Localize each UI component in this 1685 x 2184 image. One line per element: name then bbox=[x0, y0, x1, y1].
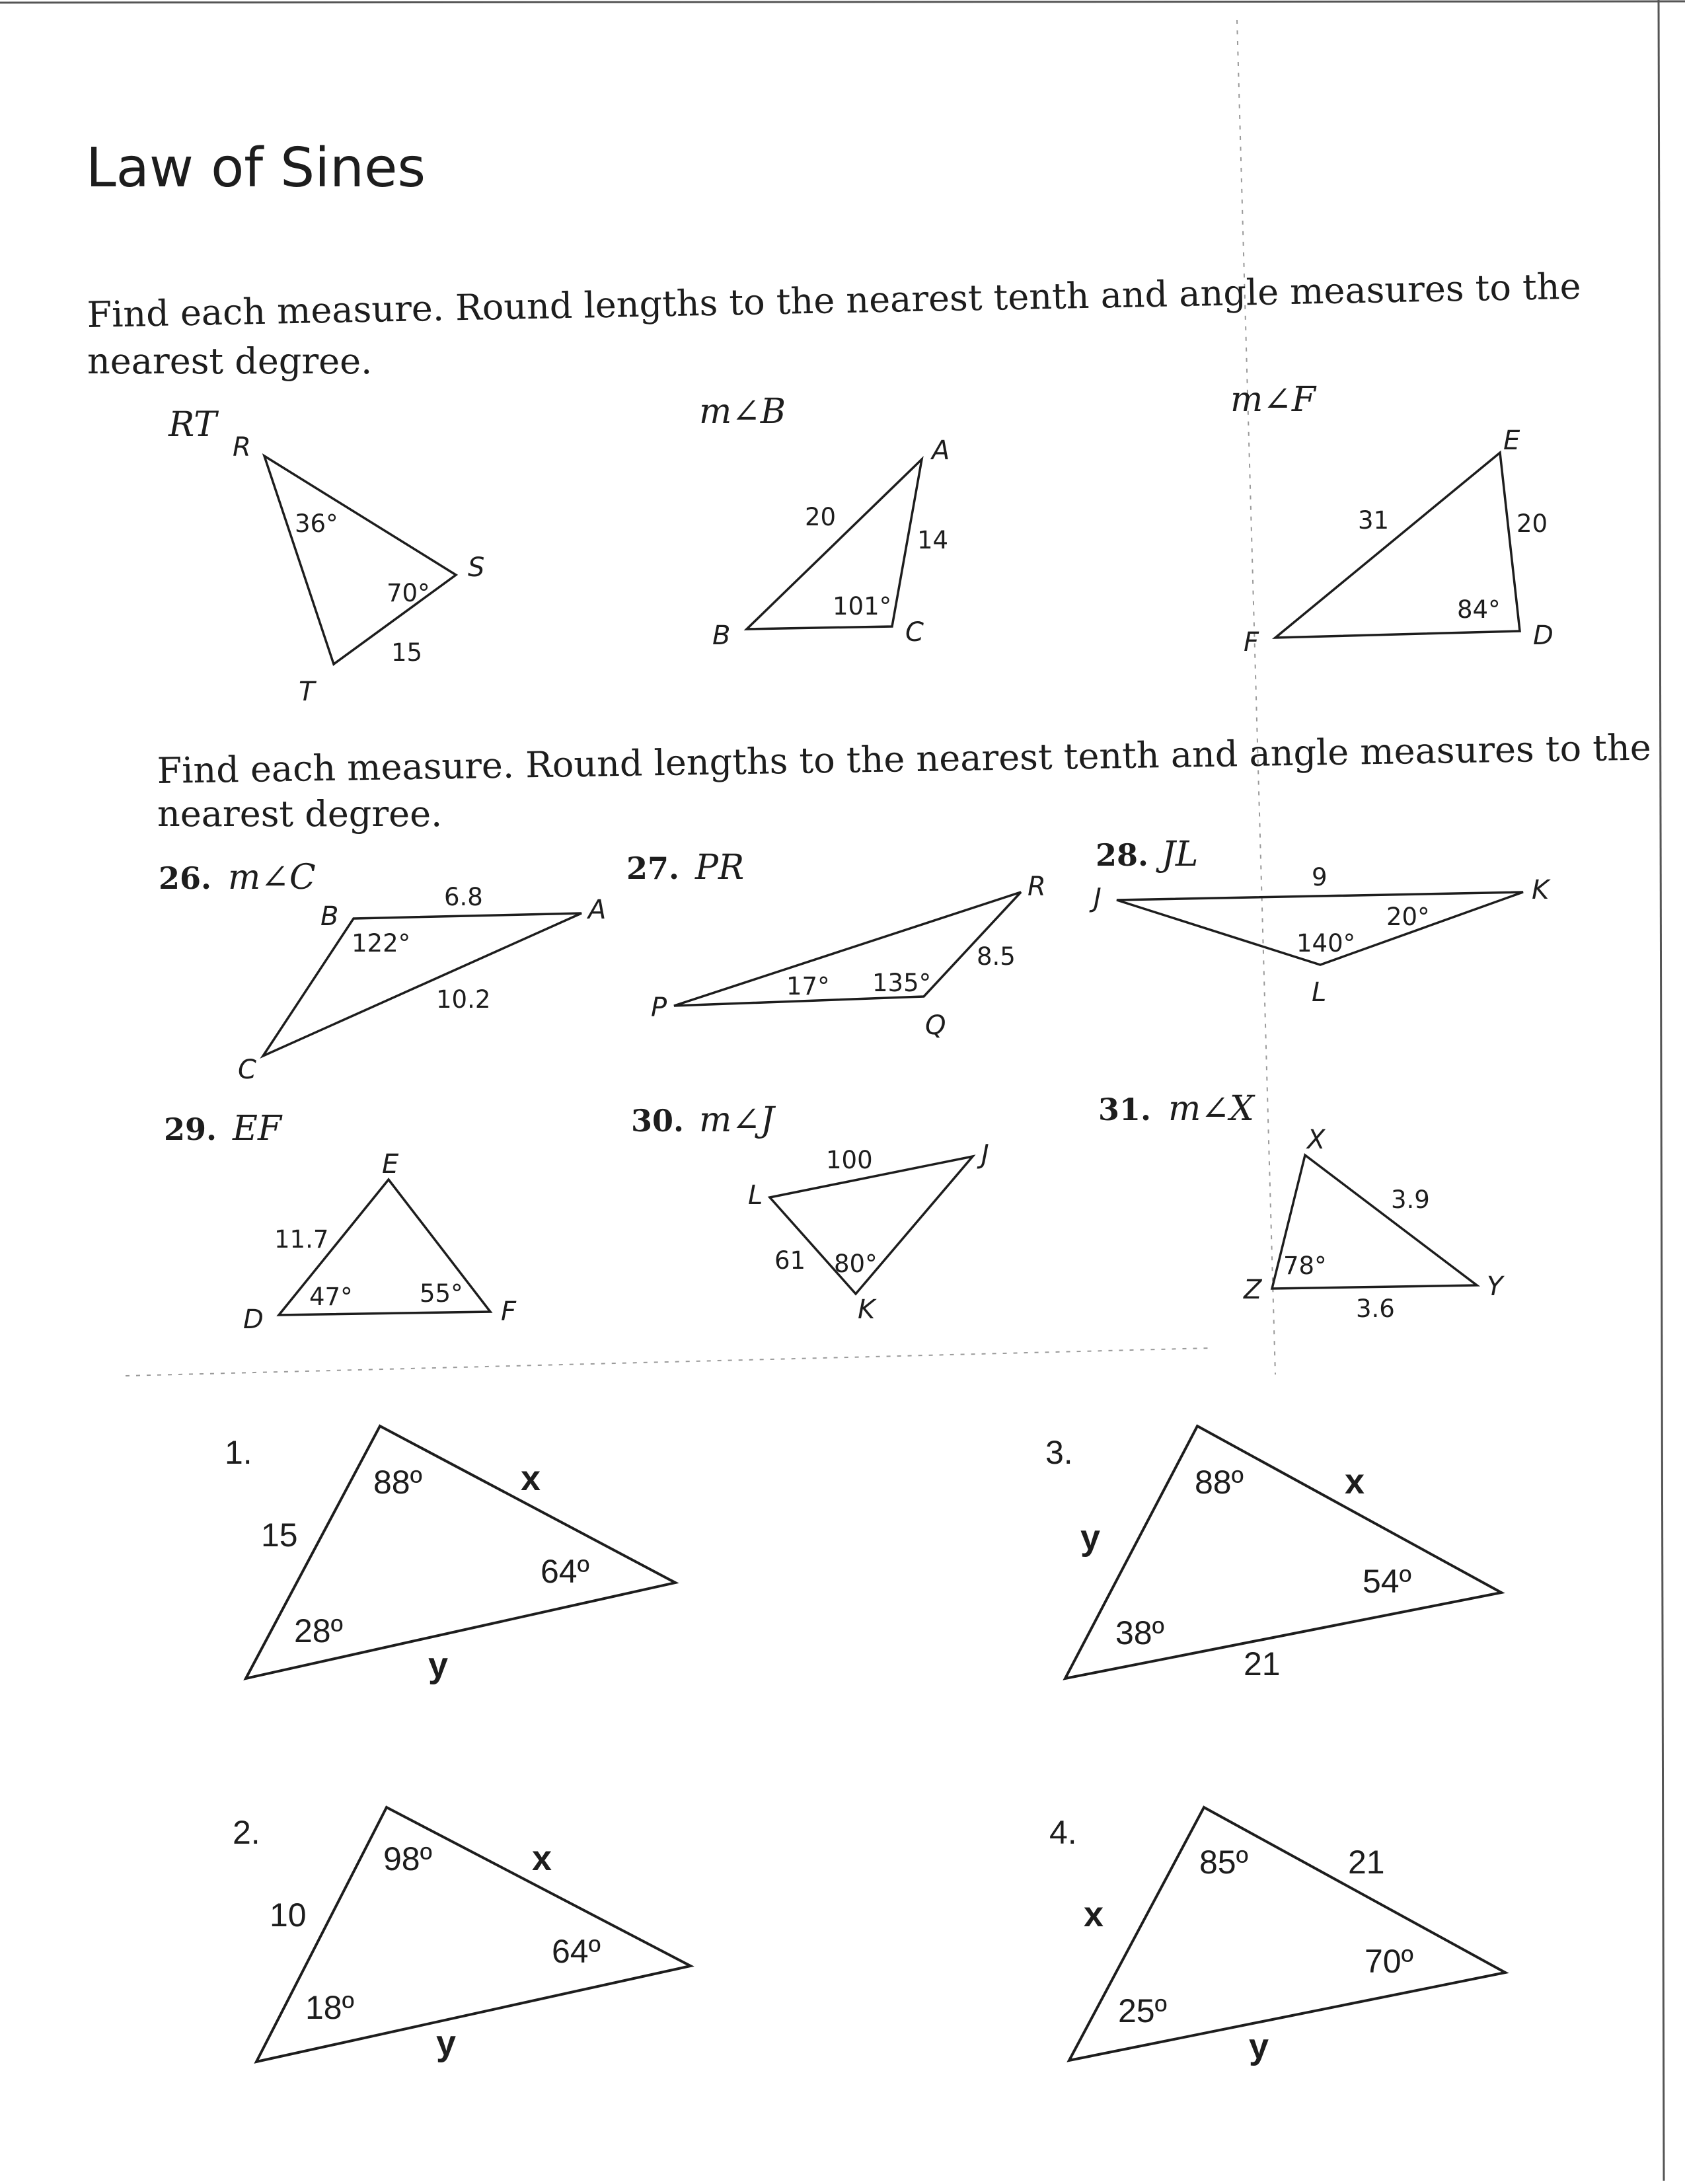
problem-29 bbox=[164, 1109, 517, 1335]
left-side-measure: 15 bbox=[261, 1517, 298, 1554]
top-angle-measure: 85º bbox=[1199, 1844, 1248, 1881]
problem-label: m∠C bbox=[228, 858, 316, 897]
bottom-side-unknown: y bbox=[1249, 2027, 1269, 2066]
problem-number: 28. bbox=[1096, 837, 1149, 873]
vertex-a: A bbox=[932, 435, 950, 466]
vertex-k: K bbox=[858, 1295, 876, 1325]
side-qr-measure: 8.5 bbox=[977, 942, 1016, 971]
scan-cut-line bbox=[126, 1348, 1209, 1376]
angle-r-measure: 36° bbox=[295, 509, 338, 538]
problem-number: 1. bbox=[225, 1434, 252, 1471]
angle-z-measure: 78° bbox=[1283, 1252, 1327, 1280]
vertex-t: T bbox=[299, 677, 315, 707]
left-angle-measure: 18º bbox=[305, 1989, 354, 2026]
vertex-c: C bbox=[238, 1055, 256, 1085]
angle-l-measure: 140° bbox=[1296, 929, 1356, 958]
angle-f-measure: 55° bbox=[420, 1279, 463, 1308]
side-de-measure: 11.7 bbox=[274, 1225, 329, 1254]
vertex-b: B bbox=[712, 621, 731, 651]
left-side-unknown: x bbox=[1084, 1895, 1104, 1934]
scan-fold-line bbox=[1237, 20, 1275, 1374]
problem-number: 4. bbox=[1049, 1814, 1077, 1851]
problem-31 bbox=[1098, 1089, 1505, 1323]
problem-1 bbox=[225, 1426, 675, 1685]
angle-k-measure: 80° bbox=[834, 1250, 878, 1278]
problem-number: 26. bbox=[159, 860, 212, 896]
right-angle-measure: 64º bbox=[541, 1553, 589, 1590]
side-ab-measure: 6.8 bbox=[444, 883, 483, 911]
problem-label: m∠J bbox=[699, 1100, 774, 1140]
left-angle-measure: 38º bbox=[1115, 1614, 1164, 1651]
right-angle-measure: 64º bbox=[552, 1933, 601, 1970]
vertex-q: Q bbox=[925, 1010, 946, 1041]
vertex-e: E bbox=[1503, 426, 1520, 456]
vertex-c: C bbox=[905, 617, 924, 648]
side-zy-measure: 3.6 bbox=[1356, 1295, 1395, 1323]
left-angle-measure: 28º bbox=[294, 1612, 343, 1649]
side-lk-measure: 61 bbox=[774, 1246, 806, 1275]
triangle-abc bbox=[263, 913, 581, 1056]
section2-instructions-line2: nearest degree. bbox=[157, 793, 443, 835]
vertex-e: E bbox=[382, 1149, 399, 1180]
section2-instructions-line1: Find each measure. Round lengths to the nearest tenth and angle measures to the bbox=[157, 726, 1652, 792]
angle-k-measure: 20° bbox=[1386, 903, 1430, 931]
top-angle-measure: 98º bbox=[383, 1840, 432, 1877]
angle-b-measure: 122° bbox=[352, 929, 411, 958]
vertex-a: A bbox=[588, 895, 607, 925]
problem-30 bbox=[631, 1100, 989, 1325]
problem-number: 3. bbox=[1045, 1434, 1073, 1471]
side-ac-measure: 10.2 bbox=[436, 985, 491, 1014]
problem-number: 27. bbox=[626, 850, 680, 886]
angle-p-measure: 17° bbox=[786, 972, 830, 1000]
side-st-measure: 15 bbox=[391, 638, 423, 667]
angle-q-measure: 135° bbox=[872, 969, 932, 997]
left-side-unknown: y bbox=[1080, 1518, 1101, 1558]
top-angle-measure: 88º bbox=[373, 1464, 422, 1501]
angle-d-measure: 84° bbox=[1457, 595, 1501, 624]
side-lj-measure: 100 bbox=[826, 1146, 873, 1174]
right-side-unknown: x bbox=[532, 1838, 552, 1878]
side-jk-measure: 9 bbox=[1312, 863, 1328, 891]
angle-d-measure: 47° bbox=[309, 1283, 353, 1311]
bottom-side-unknown: y bbox=[436, 2023, 457, 2063]
vertex-z: Z bbox=[1244, 1275, 1262, 1305]
top-angle-measure: 88º bbox=[1195, 1464, 1244, 1501]
vertex-l: L bbox=[1312, 977, 1327, 1008]
problem-number: 31. bbox=[1098, 1092, 1152, 1127]
scan-top-edge bbox=[0, 1, 1685, 3]
problem-label: RT bbox=[168, 405, 217, 445]
problem-number: 2. bbox=[233, 1814, 260, 1851]
vertex-j: J bbox=[1094, 883, 1102, 913]
side-xy-measure: 3.9 bbox=[1391, 1186, 1430, 1214]
problem-number: 30. bbox=[631, 1103, 685, 1139]
problem-26 bbox=[159, 858, 606, 1085]
bottom-side-unknown: y bbox=[428, 1645, 449, 1685]
vertex-b: B bbox=[320, 901, 339, 932]
left-angle-measure: 25º bbox=[1118, 1992, 1167, 2029]
vertex-j: J bbox=[981, 1139, 989, 1170]
problem-label: m∠X bbox=[1168, 1089, 1254, 1129]
problem-label: PR bbox=[695, 848, 745, 887]
vertex-x: X bbox=[1307, 1125, 1326, 1155]
problem-2 bbox=[233, 1807, 691, 2063]
vertex-k: K bbox=[1532, 875, 1550, 905]
problem-label: EF bbox=[233, 1109, 282, 1148]
side-ab-measure: 20 bbox=[805, 503, 837, 531]
vertex-l: L bbox=[748, 1180, 763, 1211]
right-angle-measure: 70º bbox=[1365, 1943, 1413, 1980]
problem-label: m∠B bbox=[699, 392, 786, 432]
angle-c-measure: 101° bbox=[833, 592, 892, 621]
problem-number: 29. bbox=[164, 1111, 217, 1147]
right-side-unknown: x bbox=[1345, 1462, 1365, 1501]
left-side-measure: 10 bbox=[270, 1897, 307, 1934]
vertex-r: R bbox=[233, 432, 251, 463]
section1-instructions-line2: nearest degree. bbox=[87, 340, 373, 382]
problem-label: JL bbox=[1162, 835, 1199, 874]
right-side-measure: 21 bbox=[1348, 1844, 1385, 1881]
side-ef-measure: 31 bbox=[1358, 506, 1390, 535]
vertex-y: Y bbox=[1487, 1271, 1503, 1302]
vertex-p: P bbox=[651, 993, 667, 1023]
vertex-r: R bbox=[1028, 872, 1046, 902]
side-ed-measure: 20 bbox=[1516, 509, 1548, 538]
angle-s-measure: 70° bbox=[387, 579, 430, 607]
vertex-f: F bbox=[501, 1297, 517, 1327]
problem-label: m∠F bbox=[1230, 380, 1316, 420]
section1-instructions-line1: Find each measure. Round lengths to the nearest tenth and angle measures to the bbox=[87, 265, 1582, 336]
problem-28 bbox=[1089, 835, 1551, 1008]
problem-4 bbox=[1049, 1807, 1505, 2066]
vertex-d: D bbox=[243, 1304, 264, 1335]
problem-mb bbox=[699, 392, 950, 651]
right-angle-measure: 54º bbox=[1363, 1563, 1411, 1600]
scan-right-edge bbox=[1659, 0, 1664, 2181]
right-side-unknown: x bbox=[521, 1458, 541, 1498]
vertex-s: S bbox=[468, 552, 485, 583]
page-title: Law of Sines bbox=[86, 137, 426, 200]
problem-rt bbox=[168, 405, 484, 707]
triangle-pqr bbox=[674, 892, 1021, 1006]
vertex-f: F bbox=[1244, 627, 1259, 658]
triangle-rst bbox=[264, 456, 456, 664]
problem-27 bbox=[626, 848, 1046, 1041]
problem-mf bbox=[1230, 380, 1554, 658]
problem-3 bbox=[1045, 1426, 1501, 1682]
vertex-d: D bbox=[1533, 621, 1554, 651]
side-ac-measure: 14 bbox=[917, 526, 949, 554]
bottom-side-measure: 21 bbox=[1244, 1645, 1281, 1682]
